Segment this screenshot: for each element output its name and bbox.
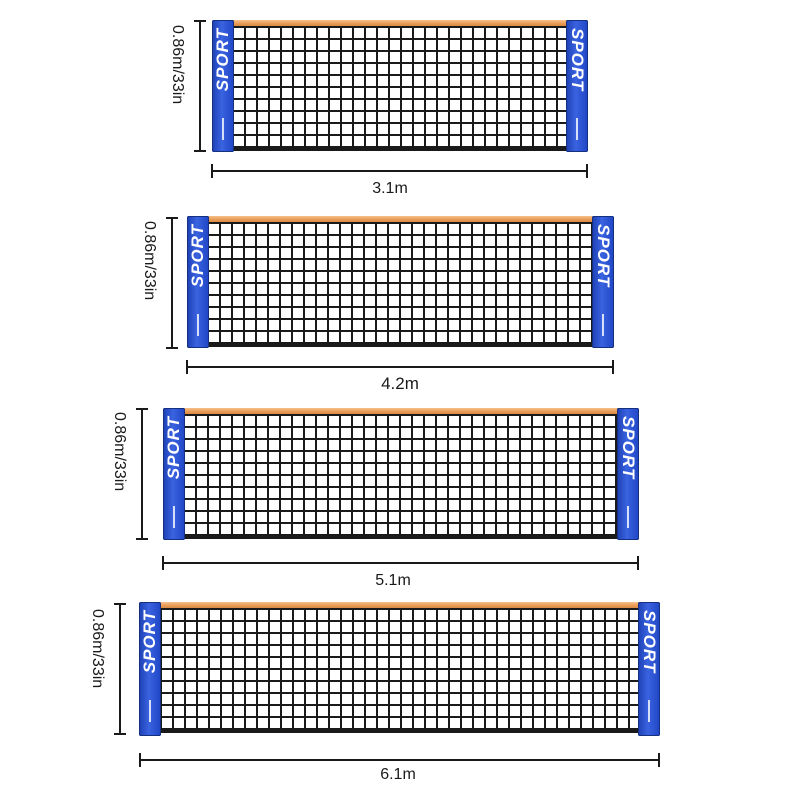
height-dimension-cap-bottom [194,150,206,152]
net-top-tape [183,408,623,414]
height-dimension-line [199,20,201,152]
pole-stripe [576,118,578,140]
net-top-tape [232,20,570,26]
net-mesh [232,25,570,151]
net-pole-right [592,216,614,348]
brand-text: SPORT [213,28,232,92]
brand-text: SPORT [140,610,159,674]
width-dimension-line [140,759,660,761]
brand-text: SPORT [640,610,659,674]
width-dimension-cap-left [211,164,213,178]
brand-text: SPORT [568,28,587,92]
width-dimension-cap-left [186,360,188,374]
net-pole-right [638,602,660,736]
brand-text: SPORT [188,224,207,288]
brand-text: SPORT [594,224,613,288]
net-pole-right [566,20,588,152]
height-label: 0.86m/33in [89,609,106,689]
width-dimension-cap-right [637,556,639,570]
net-top-tape [160,602,640,608]
width-label: 6.1m [380,766,416,783]
net-mesh [160,607,640,733]
width-dimension-cap-right [612,360,614,374]
width-dimension-cap-left [139,753,141,767]
width-dimension-cap-left [162,556,164,570]
pole-stripe [197,314,199,336]
width-dimension-cap-right [586,164,588,178]
pole-stripe [602,314,604,336]
height-label: 0.86m/33in [169,25,186,105]
height-dimension-cap-bottom [136,538,148,540]
net-pole-left [139,602,161,736]
height-dimension-cap-top [114,603,126,605]
pole-stripe [648,700,650,722]
height-dimension-cap-top [166,217,178,219]
pole-stripe [222,118,224,140]
width-dimension-line [163,562,639,564]
height-dimension-line [141,408,143,540]
height-label: 0.86m/33in [141,221,158,301]
net-mesh [183,413,623,539]
width-dimension-line [187,366,614,368]
height-dimension-cap-bottom [166,347,178,349]
net-mesh [207,221,597,347]
height-dimension-cap-bottom [114,733,126,735]
width-label: 3.1m [372,180,408,197]
height-dimension-line [119,603,121,735]
height-dimension-line [171,217,173,349]
net-pole-left [163,408,185,540]
width-label: 4.2m [381,374,419,393]
width-dimension-line [212,170,588,172]
brand-text: SPORT [164,416,183,480]
height-dimension-cap-top [194,20,206,22]
net-pole-left [187,216,209,348]
brand-text: SPORT [619,416,638,480]
pole-stripe [149,700,151,722]
pole-stripe [627,506,629,528]
net-pole-right [617,408,639,540]
net-pole-left [212,20,234,152]
height-dimension-cap-top [136,408,148,410]
width-label: 5.1m [375,572,411,589]
width-dimension-cap-right [658,753,660,767]
height-label: 0.86m/33in [111,412,128,492]
net-top-tape [207,216,597,222]
pole-stripe [173,506,175,528]
